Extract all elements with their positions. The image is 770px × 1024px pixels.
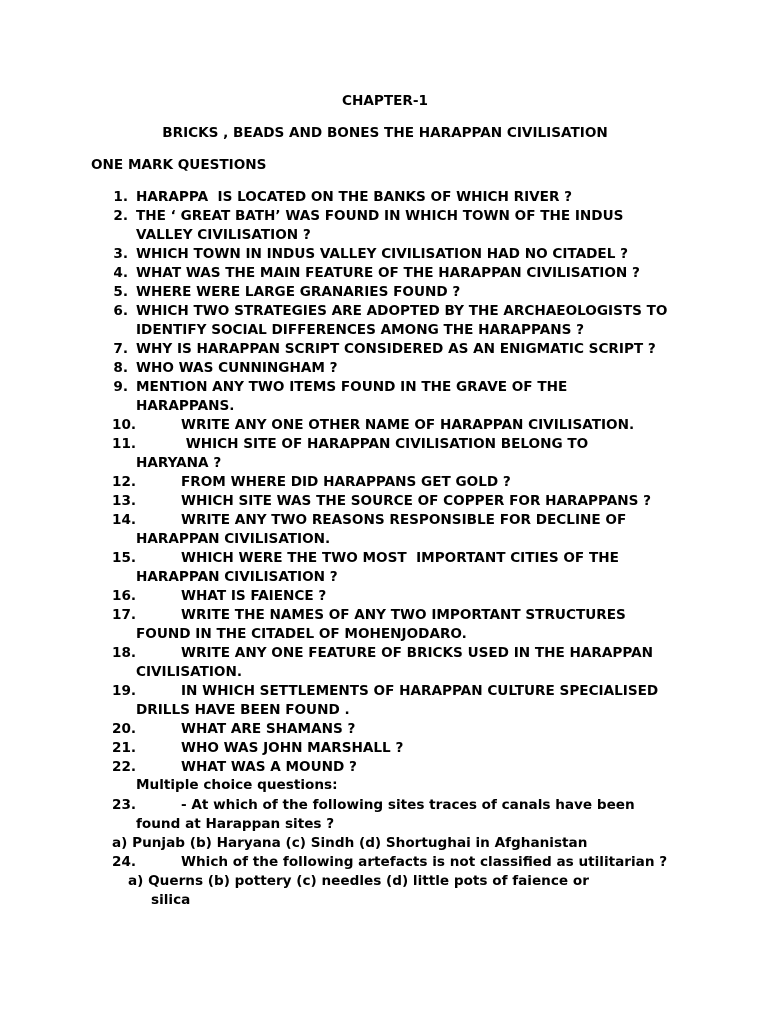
question-number: 4. [113,265,128,281]
question-number: 1. [113,189,128,205]
question-text: WRITE ANY ONE OTHER NAME OF HARAPPAN CIVILISATION. [181,417,635,433]
question-text: WHERE WERE LARGE GRANARIES FOUND ? [136,284,461,300]
question-number: 5. [113,284,128,300]
question-text-continued: CIVILISATION. [136,664,243,680]
question-text: WRITE ANY ONE FEATURE OF BRICKS USED IN THE HARAPPAN [181,645,653,661]
question-number: 24. [112,854,137,870]
question-text: WHO WAS JOHN MARSHALL ? [181,740,404,756]
question-text-continued: DRILLS HAVE BEEN FOUND . [136,702,350,718]
section-heading: ONE MARK QUESTIONS [91,157,267,173]
question-text: MENTION ANY TWO ITEMS FOUND IN THE GRAVE OF THE [136,379,568,395]
question-text: THE ‘ GREAT BATH’ WAS FOUND IN WHICH TOWN OF THE INDUS [136,208,624,224]
question-number: 22. [112,759,137,775]
question-text-continued: found at Harappan sites ? [136,816,335,832]
question-text: WRITE THE NAMES OF ANY TWO IMPORTANT STRUCTURES [181,607,626,623]
question-number: 12. [112,474,137,490]
question-number: 10. [112,417,137,433]
question-number: 23. [112,797,137,813]
mcq-options-continued: silica [151,892,191,908]
question-number: 9. [113,379,128,395]
question-number: 8. [113,360,128,376]
question-number: 21. [112,740,137,756]
question-number: 14. [112,512,137,528]
question-text: WHICH TOWN IN INDUS VALLEY CIVILISATION HAD NO CITADEL ? [136,246,628,262]
question-number: 7. [113,341,128,357]
question-text: IN WHICH SETTLEMENTS OF HARAPPAN CULTURE SPECIALISED [181,683,659,699]
question-text: WHAT WAS A MOUND ? [181,759,357,775]
chapter-heading: CHAPTER-1 [342,93,428,109]
question-text-continued: HARYANA ? [136,455,222,471]
question-text: WHICH SITE WAS THE SOURCE OF COPPER FOR HARAPPANS ? [181,493,652,509]
question-text-continued: VALLEY CIVILISATION ? [136,227,311,243]
question-number: 3. [113,246,128,262]
question-text: FROM WHERE DID HARAPPANS GET GOLD ? [181,474,511,490]
question-number: 20. [112,721,137,737]
question-number: 19. [112,683,137,699]
question-text: HARAPPA IS LOCATED ON THE BANKS OF WHICH RIVER ? [136,189,573,205]
question-text: - At which of the following sites traces of canals have been [181,797,635,813]
question-text: WHICH TWO STRATEGIES ARE ADOPTED BY THE ARCHAEOLOGISTS TO [136,303,668,319]
question-number: 18. [112,645,137,661]
chapter-title: BRICKS , BEADS AND BONES THE HARAPPAN CIVILISATION [162,125,608,141]
question-number: 11. [112,436,137,452]
question-text: WRITE ANY TWO REASONS RESPONSIBLE FOR DECLINE OF [181,512,627,528]
question-text-continued: HARAPPANS. [136,398,235,414]
question-number: 16. [112,588,137,604]
question-text-continued: IDENTIFY SOCIAL DIFFERENCES AMONG THE HARAPPANS ? [136,322,585,338]
question-number: 13. [112,493,137,509]
question-text: WHY IS HARAPPAN SCRIPT CONSIDERED AS AN ENIGMATIC SCRIPT ? [136,341,656,357]
question-text-continued: HARAPPAN CIVILISATION ? [136,569,338,585]
question-text: WHAT WAS THE MAIN FEATURE OF THE HARAPPAN CIVILISATION ? [136,265,640,281]
question-number: 17. [112,607,137,623]
question-text: WHO WAS CUNNINGHAM ? [136,360,338,376]
question-text: WHICH WERE THE TWO MOST IMPORTANT CITIES OF THE [181,550,619,566]
question-text: WHICH SITE OF HARAPPAN CIVILISATION BELONG TO [181,436,589,452]
question-text: WHAT IS FAIENCE ? [181,588,327,604]
question-number: 6. [113,303,128,319]
question-text: WHAT ARE SHAMANS ? [181,721,356,737]
mcq-options: a) Querns (b) pottery (c) needles (d) little pots of faience or [128,873,589,889]
question-text-continued: FOUND IN THE CITADEL OF MOHENJODARO. [136,626,467,642]
question-number: 2. [113,208,128,224]
mcq-options: a) Punjab (b) Haryana (c) Sindh (d) Shortughai in Afghanistan [112,835,588,851]
mcq-heading: Multiple choice questions: [136,777,338,793]
question-number: 15. [112,550,137,566]
question-text-continued: HARAPPAN CIVILISATION. [136,531,331,547]
question-text: Which of the following artefacts is not classified as utilitarian ? [181,854,668,870]
